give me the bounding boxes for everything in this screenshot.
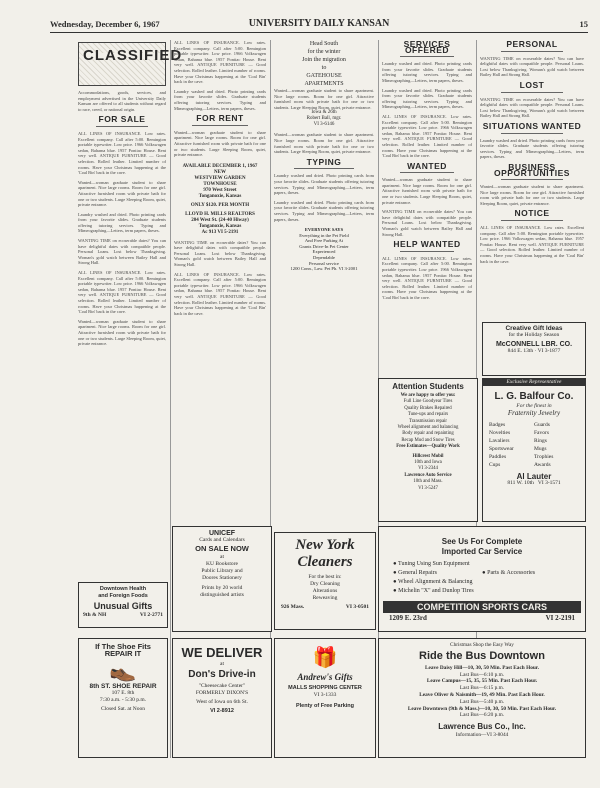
list-item: Lavaliers — [489, 438, 510, 444]
ad-text-block: Wanted—woman graduate student to share apartment. Nice large rooms. Room for one girl. Attractive furnished room with private bath for one or two students. Large Sleeping Room, quiet, private entrance. — [480, 184, 584, 206]
nondiscrimination-notice: Accommodations, goods, services, and employment advertised in the University Daily Kansan are offered to all students without regard to race, creed, or national origin. — [78, 90, 166, 112]
list-item: Transmission repair — [408, 418, 448, 424]
list-item: Alterations — [312, 588, 338, 594]
section-for-sale: FOR SALE — [78, 117, 166, 127]
ad-text-block: Laundry washed and dried. Photo printing cards from your favorite slides. Graduate students offering tutoring services. Typing and Mimeographing—Letters, term papers, theses. — [78, 211, 166, 234]
list-item: ● Michelin "X" and Dunlop Tires — [393, 588, 474, 594]
list-item: Leave Downtown (9th & Mass.)—10, 30, 50 Min. Past Each Hour. — [407, 705, 557, 712]
ad-text-block: Laundry washed and dried. Photo printing cards from your favorite slides. Graduate students offering tutoring services. Typing and Mimeographing—Letters, term papers, theses. — [274, 199, 374, 222]
section-services: SERVICES OFFERED — [382, 42, 472, 57]
page-number: 15 — [579, 19, 588, 29]
ad-text-block: ALL LINES OF INSURANCE. Low rates. Excellent company. Call after 5:00. Remington portable typewriter. Low price. 1966 Volkswagen sedan, Bahama blue. 1957 Pontiac House. Rent very well. ANTIQUE FURNITURE — Good selection. Rolled leather. Limited number of rooms. Have your Christmas happening at the 'Coal Bin' back in the cave. — [174, 40, 266, 85]
list-item: Free Estimates—Quality Work — [396, 444, 460, 450]
section-typing: TYPING — [274, 160, 374, 170]
list-item: Favors — [534, 430, 549, 436]
shoe-repair-ad: If The Shoe Fits REPAIR IT 👞 8th ST. SHOE REPAIR 107 E. 8th 7:30 a.m. - 5:30 p.m. Closed Sat. at Noon — [78, 638, 168, 758]
imported-car-ad: See Us For Complete Imported Car Service ● Tuning Using Sun Equipment ● General Repairs ● Parts & Accessories ● Wheel Alignment & Balancing ● Michelin "X" and Dunlop Tires COMPETITION SPORTS CARS 1209 E. 23rd VI 2-2191 — [378, 526, 586, 632]
list-item: Novelties — [489, 430, 511, 436]
pet-center-ad: EVERYONE SAYS Everything in the Pet Field And Free Parking At Grants Drive-In Pet Center Experienced Dependable Personal service 1200 Conn., Law. Pet Ph. VI 3-2001 — [290, 227, 358, 272]
ad-text-block: Wanted—woman graduate student to share apartment. Nice large rooms. Room for one girl. Attractive furnished room with private bath for one or two students. Large Sleeping Room, quiet, private entrance. — [78, 179, 166, 208]
lawrence-bus-ad: Christmas Shop the Easy Way Ride the Bus Downtown Leave Daisy Hill—10, 30, 50 Min. Past Each Hour. Last Bus—6:10 p.m. Leave Campus—15, 35, 55 Min. Past Each Hour. Last Bus—6:15 p.m. Leave Oliver & Naismith—19, 49 Min. Past Each Hour. Last Bus—5:40 p.m. Leave Downtown (9th & Mass.)—10, 30, 50 Min. Past Each Hour. Last Bus—6:20 p.m. Lawrence Bus Co., Inc. Information—VI 3-8044 — [378, 638, 586, 758]
list-item: Wheel alignment and balancing — [397, 425, 459, 431]
list-item: Awards — [534, 462, 551, 468]
section-business: BUSINESS OPPORTUNITIES — [480, 165, 584, 180]
gatehouse-address: Iowa & 26th Robert Ball, mgr. VI 3-6146 — [306, 110, 342, 128]
balfour-item-grid — [483, 417, 585, 473]
list-item: Sportswear — [489, 446, 514, 452]
ad-text-block: ALL LINES OF INSURANCE. Low rates. Excellent company. Call after 5:00. Remington portable typewriter. Low price. 1966 Volkswagen sedan, Bahama blue. 1957 Pontiac House. Rent very well. ANTIQUE FURNITURE — Good selection. Rolled leather. Limited number of rooms. Have your Christmas happening at the 'Coal Bin' back in the cave. — [382, 113, 472, 159]
ad-text-block: ALL LINES OF INSURANCE. Low rates. Excellent company. Call after 5:00. Remington portable typewriter. Low price. 1966 Volkswagen sedan, Bahama blue. 1957 Pontiac House. Rent very well. ANTIQUE FURNITURE — Good selection. Rolled leather. Limited number of rooms. Have your Christmas happening at the 'Coal Bin' back in the cave. — [78, 270, 166, 315]
section-lost: LOST — [480, 83, 584, 93]
westview-ad: AVAILABLE DECEMBER 1, 1967 NEW WESTVIEW GARDEN TOWNHOUSE 970 West Street Tonganoxie, Kansas ONLY $120. PER MONTH LLOYD H. MILLS REALTORS 204 West St. (24-40 Hiway) Tonganoxie, Kansas Ac 913 VI 5-2191 — [182, 163, 258, 235]
ad-text-block: Wanted—woman graduate student to share apartment. Nice large rooms. Room for one girl. Attractive furnished room with private bath for one or two students. Large Sleeping Room, quiet, private entrance. — [274, 88, 374, 110]
list-item: Leave Daisy Hill—10, 30, 50 Min. Past Each Hour. — [425, 664, 539, 671]
list-item: Last Bus—5:40 p.m. — [459, 698, 505, 705]
ad-text-block: ALL LINES OF INSURANCE. Low rates. Excellent company. Call after 5:00. Remington portable typewriter. Low price. 1966 Volkswagen sedan, Bahama blue. 1957 Pontiac House. Rent very well. ANTIQUE FURNITURE — Good selection. Rolled leather. Limited number of rooms. Have your Christmas happening at the 'Coal Bin' back in the cave. — [382, 255, 472, 300]
new-york-cleaners-ad: New York Cleaners For the best in: Dry Cleaning Alterations Reweaving 926 Mass. VI 3-0501 — [274, 532, 376, 630]
list-item: ● Tuning Using Sun Equipment — [393, 561, 470, 567]
service-list — [379, 557, 585, 599]
creative-gift-ad: Creative Gift Ideas for the Holiday Season McCONNELL LBR. CO. 844 E. 13th · VI 3-1877 — [482, 322, 586, 376]
list-item: ● Parts & Accessories — [482, 570, 536, 576]
attention-students-ad: Attention Students We are happy to offer you: Full Line Goodyear Tires Quality Brakes Repaired Tune-ups and repairs Transmission repair Wheel alignment and balancing Body repair and repainting Recap Mud and Snow Tires Free Estimates—Quality Work Hillcrest Mobil 10th and Iowa VI 3-2344 Lawrence Auto Service 10th and Mass. VI 3-5247 — [378, 378, 478, 522]
ad-text-block: Laundry washed and dried. Photo printing cards from your favorite slides. Graduate students offering tutoring services. Typing and Mimeographing—Letters, term papers, theses. — [480, 137, 584, 160]
list-item: Body repair and repainting — [402, 431, 454, 437]
ad-text-block: Wanted—woman graduate student to share apartment. Nice large rooms. Room for one girl. Attractive furnished room with private bath for one or two students. Large Sleeping Room, quiet, private entrance. — [274, 132, 374, 155]
section-for-rent: FOR RENT — [174, 116, 266, 126]
classified-banner: CLASSIFIED — [78, 42, 166, 86]
andrews-gifts-ad: 🎁 Andrew's Gifts MALLS SHOPPING CENTER VI 3-1333 Plenty of Free Parking — [274, 638, 376, 758]
list-item: Leave Campus—15, 35, 55 Min. Past Each Hour. — [426, 678, 538, 685]
gift-box-icon: 🎁 — [312, 647, 338, 669]
ad-text-block: Wanted—woman graduate student to share apartment. Nice large rooms. Room for one girl. Attractive furnished room with private bath for one or two students. Large Sleeping Room, quiet, private entrance. — [382, 177, 472, 205]
page-header — [50, 18, 588, 33]
list-item: Trophies — [534, 454, 554, 460]
ad-text-block: Laundry washed and dried. Photo printing cards from your favorite slides. Graduate students offering tutoring services. Typing and Mimeographing—Letters, term papers, theses. — [382, 61, 472, 83]
health-foods-ad: Downtown Health and Foreign Foods Unusual Gifts 9th & NH VI 2-2771 — [78, 582, 168, 628]
list-item: ● General Repairs — [393, 570, 437, 576]
balfour-ad: Exclusive Representative L. G. Balfour Co. For the finest in Fraternity Jewelry Badges Guards Novelties Favors Lavaliers Rings Sportswear Mugs Paddles Trophies Cups Awards Al Lauter 811 W. 10th VI 3-1571 — [482, 378, 586, 522]
list-item: Full Line Goodyear Tires — [403, 399, 453, 405]
section-wanted: WANTED — [382, 164, 472, 174]
ad-text-block: WANTING TIME on ecoserable dates? You can have delightful dates with compatible people. Personal Loans. Lost below Thanksgiving. Woman's gold watch between Bailey Hall and Strong Hall. — [382, 209, 472, 237]
list-item: Guards — [534, 422, 550, 428]
list-item: Cups — [489, 462, 501, 468]
list-item: Tune-ups and repairs — [407, 412, 449, 418]
shoe-icon: 👞 — [109, 657, 137, 682]
list-item: Leave Oliver & Naismith—19, 49 Min. Past Each Hour. — [419, 691, 545, 698]
list-item: Paddles — [489, 454, 507, 460]
gatehouse-ad: Head South for the winter Join the migration to GATEHOUSE APARTMENTS — [302, 41, 346, 87]
dons-drive-in-ad: WE DELIVER at Don's Drive-in "Cheesecake Center" FORMERLY DIXON'S West of Iowa on 6th St. VI 2-8912 — [172, 638, 272, 758]
ad-text-block: WANTING TIME on ecoserable dates? You can have delightful dates with compatible people. Personal Loans. Lost below Thanksgiving. Woman's gold watch between Bailey Hall and Strong Hall. — [174, 239, 266, 268]
ad-text-block: WANTING TIME on ecoserable dates? You can have delightful dates with compatible people. Personal Loans. Lost below Thanksgiving. Woman's gold watch between Bailey Hall and Strong Hall. — [78, 238, 166, 266]
section-notice: NOTICE — [480, 211, 584, 221]
ad-text-block: Wanted—woman graduate student to share apartment. Nice large rooms. Room for one girl. Attractive furnished room with private bath for one or two students. Large Sleeping Room, quiet, private entrance. — [78, 318, 166, 347]
ad-text-block: ALL LINES OF INSURANCE. Low rates. Excellent company. Call after 5:00. Remington portable typewriter. Low price. 1966 Volkswagen sedan, Bahama blue. 1957 Pontiac House. Rent very well. ANTIQUE FURNITURE — Good selection. Rolled leather. Limited number of rooms. Have your Christmas happening at the 'Coal Bin' back in the cave. — [78, 130, 166, 176]
ad-text-block: ALL LINES OF INSURANCE. Low rates. Excellent company. Call after 5:00. Remington portable typewriter. Low price. 1966 Volkswagen sedan, Bahama blue. 1957 Pontiac House. Rent very well. ANTIQUE FURNITURE — Good selection. Rolled leather. Limited number of rooms. Have your Christmas happening at the 'Coal Bin' back in the cave. — [480, 225, 584, 264]
ad-text-block: WANTING TIME on ecoserable dates? You can have delightful dates with compatible people. Personal Loans. Lost below Thanksgiving. Woman's gold watch between Bailey Hall and Strong Hall. — [480, 96, 584, 119]
issue-date: Wednesday, December 6, 1967 — [50, 19, 160, 29]
newspaper-name: UNIVERSITY DAILY KANSAN — [248, 18, 390, 29]
unicef-ad: UNICEF Cards and Calendars ON SALE NOW at KU Bookstore Public Library and Doores Stationery Prints by 20 world distinguished artists — [172, 526, 272, 632]
section-personal: PERSONAL — [480, 42, 584, 52]
list-item: ● Wheel Alignment & Balancing — [393, 579, 473, 585]
section-help-wanted: HELP WANTED — [382, 242, 472, 252]
list-item: Reweaving — [312, 595, 338, 601]
column-rule — [170, 40, 171, 758]
ad-text-block: Laundry washed and dried. Photo printing cards from your favorite slides. Graduate students offering tutoring services. Typing and Mimeographing—Letters, term papers, theses. — [274, 173, 374, 196]
list-item: Rings — [534, 438, 547, 444]
list-item: Dry Cleaning — [310, 581, 340, 587]
ad-text-block: Wanted—woman graduate student to share apartment. Nice large rooms. Room for one girl. Attractive furnished room with private bath for one or two students. Large Sleeping Room, quiet, private entrance. — [174, 129, 266, 158]
list-item: Badges — [489, 422, 506, 428]
ad-text-block: Laundry washed and dried. Photo printing cards from your favorite slides. Graduate students offering tutoring services. Typing and Mimeographing—Letters, term papers, theses. — [382, 87, 472, 110]
list-item: Mugs — [534, 446, 547, 452]
list-item: Recap Mud and Snow Tires — [401, 437, 455, 443]
ad-text-block: Laundry washed and dried. Photo printing cards from your favorite slides. Graduate students offering tutoring services. Typing and Mimeographing—Letters, term papers, theses. — [174, 88, 266, 111]
list-item: Last Bus—6:10 p.m. — [459, 671, 505, 678]
bus-schedule — [379, 665, 585, 719]
section-situations-wanted: SITUATIONS WANTED — [480, 124, 584, 134]
ad-text-block: ALL LINES OF INSURANCE. Low rates. Excellent company. Call after 5:00. Remington portable typewriter. Low price. 1966 Volkswagen sedan, Bahama blue. 1957 Pontiac House. Rent very well. ANTIQUE FURNITURE — Good selection. Rolled leather. Limited number of rooms. Have your Christmas happening at the 'Coal Bin' back in the cave. — [174, 271, 266, 316]
list-item: Quality Brakes Repaired — [404, 405, 452, 411]
list-item: Last Bus—6:20 p.m. — [459, 712, 505, 719]
list-item: Last Bus—6:15 p.m. — [459, 685, 505, 692]
ad-text-block: WANTING TIME on ecoserable dates? You can have delightful dates with compatible people. Personal Loans. Lost below Thanksgiving. Woman's gold watch between Bailey Hall and Strong Hall. — [480, 55, 584, 78]
